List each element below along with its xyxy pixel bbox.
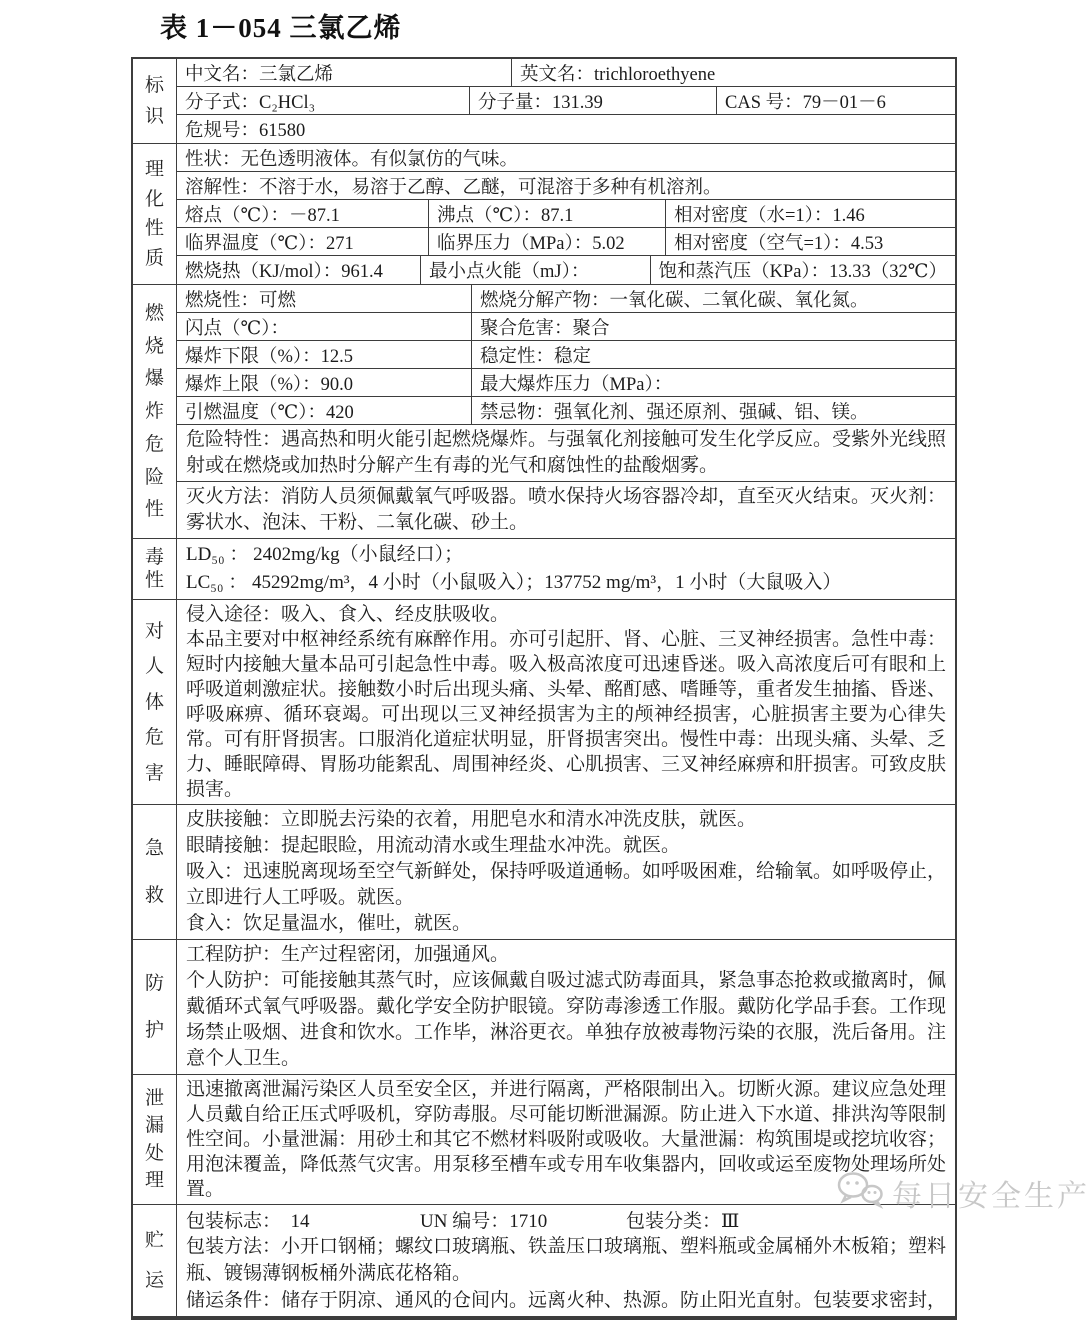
section-label-char: 危: [144, 433, 164, 455]
protection-text: [177, 940, 955, 1074]
cell-incompatibilities: 禁忌物：强氧化剂、强还原剂、强碱、铝、镁。: [480, 402, 869, 423]
section-label-char: 燃: [144, 302, 164, 324]
section-label-char: 烧: [144, 335, 164, 357]
section-label-char: 标: [144, 75, 164, 96]
section-body-health-hazard: [177, 600, 955, 804]
watermark: [836, 1170, 1090, 1215]
cell-ignition-temperature: 引燃温度（℃）：420: [177, 397, 472, 424]
cell-explosion-lower-limit: 爆炸下限（%）：12.5: [177, 341, 472, 368]
cell-formula: 分子式：C₂HCl₃: [177, 87, 470, 114]
cell-fire-fighting: 灭火方法：消防人员须佩戴氧气呼吸器。喷水保持火场容器冷却，直至灭火结束。灭火剂：雾状水、泡沫、干粉、二氧化碳、砂土。: [186, 486, 947, 533]
row-explosion-upper-limit: [177, 369, 955, 397]
section-label-health-hazard: [133, 600, 177, 804]
first-aid-text: [177, 805, 955, 939]
cell-cas-number: CAS 号：79－01－6: [725, 92, 886, 113]
row-ignition-temperature: [177, 397, 955, 425]
section-physical: [133, 144, 955, 285]
packaging-class: 包装分类：Ⅲ: [626, 1210, 740, 1232]
section-label-char: 体: [144, 691, 164, 713]
cell-relative-density-water: 相对密度（水=1）：1.46: [674, 205, 865, 226]
row-danger-code: [177, 115, 955, 143]
row-flammability: [177, 285, 955, 313]
row-flash-point: [177, 313, 955, 341]
section-label-char: 泄: [144, 1087, 164, 1109]
section-label-char: 护: [144, 1020, 164, 1042]
section-label-char: 人: [144, 656, 164, 677]
section-first-aid: [133, 805, 955, 940]
cell-danger-code: 危规号：61580: [185, 121, 306, 141]
cell-state: 性状：无色透明液体。有似氯仿的气味。: [185, 149, 519, 170]
row-state: [177, 144, 955, 172]
section-identification: [133, 59, 955, 144]
lc50-value: LC₅₀ ： 45292mg/m³，4 小时（小鼠吸入）；137752 mg/m³，1 小时（大鼠吸入）: [186, 572, 842, 593]
cell-boiling-point: 沸点（℃）：87.1: [429, 200, 666, 227]
packaging-mark: 包装标志： 14: [186, 1210, 310, 1232]
section-body-protection: [177, 940, 955, 1074]
section-label-char: 急: [144, 837, 164, 859]
section-protection: [133, 940, 955, 1075]
row-formula: [177, 87, 955, 115]
first-aid-ingestion: 食入：饮足量温水，催吐，就医。: [186, 913, 472, 934]
section-label-char: 贮: [144, 1230, 164, 1251]
section-label-char: 爆: [144, 368, 164, 390]
personal-protection: 个人防护：可能接触其蒸气时，应该佩戴自吸过滤式防毒面具，紧急事态抢救或撤离时，佩戴循环式氧气呼吸器。戴化学安全防护眼镜。穿防毒渗透工作服。戴防化学品手套。工作现场禁止吸烟、进食和饮水。工作毕，淋浴更衣。单独存放被毒物污染的衣服，洗后备用。注意个人卫生。: [186, 970, 947, 1069]
wechat-icon: [836, 1170, 884, 1215]
cell-explosion-upper-limit: 爆炸上限（%）：90.0: [177, 369, 472, 396]
un-number: UN 编号：1710: [420, 1210, 548, 1232]
section-label-physical: [133, 144, 177, 284]
section-label-char: 炸: [144, 401, 164, 422]
first-aid-eye: 眼睛接触：提起眼睑，用流动清水或生理盐水冲洗。就医。: [186, 835, 681, 856]
cell-chinese-name: 中文名：三氯乙烯: [177, 59, 512, 86]
section-label-char: 识: [144, 106, 164, 127]
section-label-identification: [133, 59, 177, 143]
leakage-text: 迅速撤离泄漏污染区人员至安全区，并进行隔离，严格限制出入。切断火源。建议应急处理人员戴自给正压式呼吸机，穿防毒服。尽可能切断泄漏源。防止进入下水道、排洪沟等限制性空间。小量泄漏：用砂土和其它不燃材料吸附或吸收。大量泄漏：构筑围堤或挖坑收容；用泡沫覆盖，降低蒸气灾害。用泵移至槽车或专用车收集器内，回收或运至废物处理场所处置。: [186, 1079, 947, 1200]
engineering-protection: 工程防护：生产过程密闭，加强通风。: [186, 944, 510, 965]
section-body-first-aid: [177, 805, 955, 939]
section-health-hazard: [133, 600, 955, 805]
section-toxicity: [133, 539, 955, 600]
section-fire-explosion: [133, 285, 955, 539]
invasion-route: 侵入途径：吸入、食入、经皮肤吸收。: [186, 604, 510, 625]
row-solubility: [177, 172, 955, 200]
health-hazard-description: 本品主要对中枢神经系统有麻醉作用。亦可引起肝、肾、心脏、三叉神经损害。急性中毒：短时内接触大量本品可引起急性中毒。吸入极高浓度可迅速昏迷。吸入高浓度后可有眼和上呼吸道刺激症状。接触数小时后出现头痛、头晕、酩酊感、嗜睡等，重者发生抽搐、昏迷、呼吸麻痹、循环衰竭。可出现以三叉神经损害为主的颅神经损害，心脏损害主要为心律失常。可有肝肾损害。口服消化道症状明显，肝肾损害突出。慢性中毒：出现头痛、头晕、乏力、睡眠障碍、胃肠功能絮乱、周围神经炎、心肌损害、三叉神经麻痹和肝损害。可致皮肤损害。: [186, 629, 947, 800]
section-label-char: 毒: [144, 547, 164, 568]
section-label-char: 漏: [144, 1115, 164, 1137]
first-aid-inhalation: 吸入：迅速脱离现场至空气新鲜处，保持呼吸道通畅。如呼吸困难，给输氧。如呼吸停止，立即进行人工呼吸。就医。: [186, 861, 947, 908]
toxicity-text: [177, 539, 955, 599]
section-label-char: 害: [144, 762, 164, 784]
section-label-char: 性: [144, 499, 164, 521]
row-combustion-heat: [177, 256, 955, 284]
section-label-char: 性: [144, 570, 164, 591]
cell-stability: 稳定性：稳定: [480, 346, 592, 367]
row-melting-boiling: [177, 200, 955, 228]
section-label-first-aid: [133, 805, 177, 939]
section-label-char: 化: [144, 188, 164, 210]
cell-combustion-heat: 燃烧热（KJ/mol）：961.4: [177, 256, 421, 284]
cell-critical-temperature: 临界温度（℃）：271: [177, 228, 429, 255]
packaging-method: 包装方法：小开口钢桶；螺纹口玻璃瓶、铁盖压口玻璃瓶、塑料瓶或金属桶外木板箱；塑料瓶、镀锡薄钢板桶外满底花格箱。: [186, 1236, 947, 1284]
section-label-char: 处: [144, 1142, 164, 1164]
section-label-leakage: [133, 1075, 177, 1204]
section-label-toxicity: [133, 539, 177, 599]
section-label-fire-explosion: [133, 285, 177, 538]
cell-saturated-vapor-pressure: 饱和蒸汽压（KPa）：13.33（32℃）: [658, 262, 947, 282]
cell-flammability: 燃烧性：可燃: [177, 285, 472, 312]
section-label-char: 理: [144, 158, 164, 180]
section-label-char: 理: [144, 1170, 164, 1192]
row-fire-fighting: [177, 482, 955, 538]
row-names: [177, 59, 955, 87]
row-explosion-lower-limit: [177, 341, 955, 369]
cell-solubility: 溶解性：不溶于水，易溶于乙醇、乙醚，可混溶于多种有机溶剂。: [185, 177, 722, 198]
msds-table: [131, 57, 957, 1320]
section-body-identification: [177, 59, 955, 143]
section-label-char: 运: [144, 1270, 164, 1291]
section-body-physical: [177, 144, 955, 284]
section-leakage: [133, 1075, 955, 1205]
section-body-toxicity: [177, 539, 955, 599]
section-label-char: 防: [144, 972, 164, 994]
section-storage-transport: [133, 1205, 955, 1318]
section-label-char: 性: [144, 218, 164, 240]
cell-critical-pressure: 临界压力（MPa）：5.02: [429, 228, 666, 255]
section-label-char: 质: [144, 248, 164, 270]
storage-conditions: 储运条件：储存于阴凉、通风的仓间内。远离火种、热源。防止阳光直射。包装要求密封，: [186, 1290, 947, 1311]
ld50-value: LD₅₀ ： 2402mg/kg（小鼠经口）；: [186, 544, 464, 565]
health-hazard-text: [177, 600, 955, 804]
cell-hazard-characteristics: 危险特性：遇高热和明火能引起燃烧爆炸。与强氧化剂接触可发生化学反应。受紫外光线照射或在燃烧或加热时分解产生有毒的光气和腐蚀性的盐酸烟雾。: [186, 429, 947, 476]
section-body-storage-transport: [177, 1205, 955, 1316]
watermark-text: 每日安全生产: [892, 1179, 1090, 1213]
section-label-char: 对: [144, 620, 164, 642]
row-hazard-characteristics: [177, 425, 955, 482]
cell-flash-point: 闪点（℃）：: [177, 313, 472, 340]
cell-min-ignition-energy: 最小点火能（mJ）：: [421, 256, 651, 284]
first-aid-skin: 皮肤接触：立即脱去污染的衣着，用肥皂水和清水冲洗皮肤，就医。: [186, 809, 757, 830]
cell-max-explosion-pressure: 最大爆炸压力（MPa）：: [480, 374, 673, 395]
section-body-fire-explosion: [177, 285, 955, 538]
section-label-storage-transport: [133, 1205, 177, 1316]
section-label-protection: [133, 940, 177, 1074]
cell-polymerization-hazard: 聚合危害：聚合: [480, 318, 610, 339]
section-label-char: 危: [144, 727, 164, 748]
section-label-char: 险: [144, 466, 164, 488]
cell-combustion-products: 燃烧分解产物：一氧化碳、二氧化碳、氧化氮。: [480, 290, 869, 311]
section-label-char: 救: [144, 885, 164, 907]
cell-molecular-weight: 分子量：131.39: [470, 87, 717, 114]
cell-melting-point: 熔点（℃）：－87.1: [177, 200, 429, 227]
cell-relative-density-air: 相对密度（空气=1）：4.53: [674, 233, 884, 254]
cell-english-name: 英文名：trichloroethyene: [520, 64, 716, 85]
row-critical: [177, 228, 955, 256]
page-title: 表 1－054 三氯乙烯: [160, 13, 402, 43]
